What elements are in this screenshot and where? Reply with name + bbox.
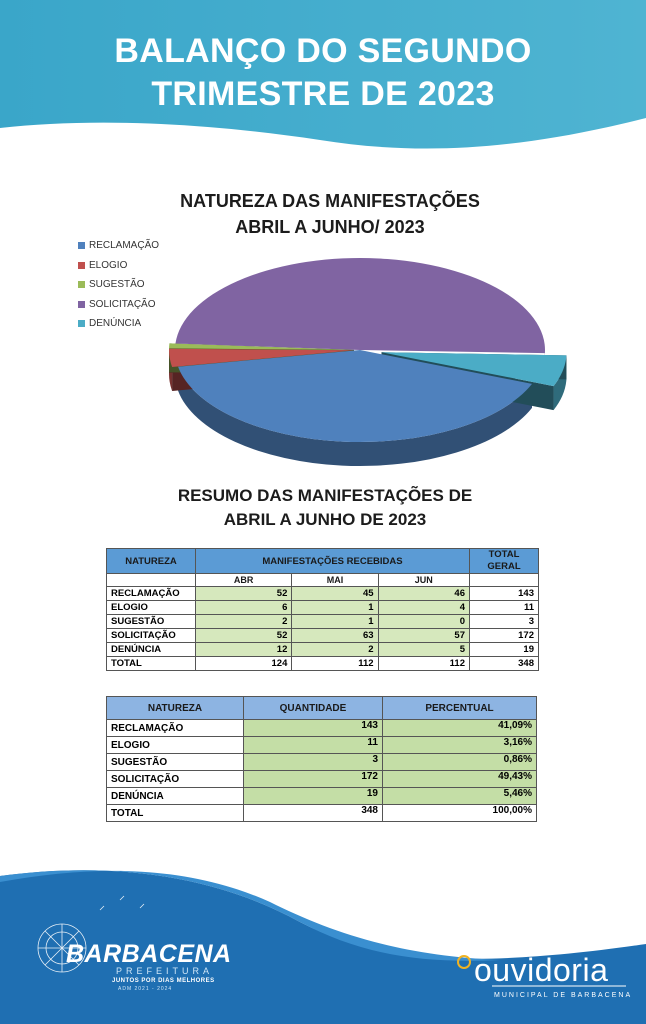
cell-abr: 6 <box>196 601 292 615</box>
cell-abr: 52 <box>196 587 292 601</box>
cell-jun: 4 <box>378 601 469 615</box>
row-label: DENÚNCIA <box>107 643 196 657</box>
legend-entry <box>78 275 159 295</box>
row-label: SOLICITAÇÃO <box>107 629 196 643</box>
col-recebidas: MANIFESTAÇÕES RECEBIDAS <box>196 549 470 574</box>
cell-mai: 63 <box>292 629 378 643</box>
cell-total: 19 <box>470 643 539 657</box>
page-title-line2: TRIMESTRE DE 2023 <box>151 75 495 113</box>
chart-title-line1: NATUREZA DAS MANIFESTAÇÕES <box>180 191 480 211</box>
cell-qtd: 143 <box>244 720 383 737</box>
legend-label: SOLICITAÇÃO <box>89 298 156 310</box>
legend-entry <box>78 236 159 256</box>
page-title-line1: BALANÇO DO SEGUNDO <box>114 32 532 70</box>
table-row <box>107 643 539 657</box>
cell-jun: 112 <box>378 657 469 671</box>
brand-sub: PREFEITURA <box>116 966 214 976</box>
cell-qtd: 348 <box>244 805 383 822</box>
legend-swatch <box>78 242 85 249</box>
table-row <box>107 629 539 643</box>
row-label: DENÚNCIA <box>107 788 244 805</box>
chart-title-line2: ABRIL A JUNHO/ 2023 <box>235 217 425 237</box>
cell-total: 11 <box>470 601 539 615</box>
row-label: SOLICITAÇÃO <box>107 771 244 788</box>
legend-label: ELOGIO <box>89 259 128 271</box>
row-label: ELOGIO <box>107 601 196 615</box>
col-natureza: NATUREZA <box>107 549 196 574</box>
brand-slogan: JUNTOS POR DIAS MELHORES <box>112 978 215 984</box>
col-month: ABR <box>196 574 292 587</box>
header-banner <box>0 0 646 170</box>
legend-label: RECLAMAÇÃO <box>89 240 160 252</box>
legend-swatch <box>78 262 85 269</box>
cell-abr: 52 <box>196 629 292 643</box>
row-label: TOTAL <box>107 657 196 671</box>
col-natureza: NATUREZA <box>107 697 244 720</box>
cell-pct: 3,16% <box>383 737 537 754</box>
page-title <box>0 30 646 116</box>
table-row <box>107 737 537 754</box>
table-row <box>107 587 539 601</box>
resumo-title <box>140 484 510 532</box>
cell-abr: 124 <box>196 657 292 671</box>
cell-abr: 2 <box>196 615 292 629</box>
table-row <box>107 788 537 805</box>
cell-qtd: 172 <box>244 771 383 788</box>
cell-qtd: 3 <box>244 754 383 771</box>
empty-header <box>470 574 539 587</box>
cell-abr: 12 <box>196 643 292 657</box>
col-total-geral <box>470 549 539 574</box>
legend-entry <box>78 295 159 315</box>
cell-mai: 112 <box>292 657 378 671</box>
cell-mai: 1 <box>292 615 378 629</box>
cell-mai: 2 <box>292 643 378 657</box>
chart-title <box>150 188 510 240</box>
row-label: RECLAMAÇÃO <box>107 720 244 737</box>
cell-total: 348 <box>470 657 539 671</box>
cell-total: 143 <box>470 587 539 601</box>
cell-pct: 100,00% <box>383 805 537 822</box>
row-label: TOTAL <box>107 805 244 822</box>
cell-jun: 5 <box>378 643 469 657</box>
col-total-line1: TOTAL <box>488 549 520 560</box>
resumo-title-line1: RESUMO DAS MANIFESTAÇÕES DE <box>177 486 473 505</box>
row-label: SUGESTÃO <box>107 754 244 771</box>
table-row <box>107 754 537 771</box>
legend-swatch <box>78 320 85 327</box>
legend-entry <box>78 256 159 276</box>
cell-jun: 46 <box>378 587 469 601</box>
cell-total: 3 <box>470 615 539 629</box>
cell-pct: 41,09% <box>383 720 537 737</box>
cell-qtd: 19 <box>244 788 383 805</box>
table-row <box>107 771 537 788</box>
summary-table <box>106 696 537 822</box>
cell-pct: 49,43% <box>383 771 537 788</box>
legend-swatch <box>78 301 85 308</box>
row-label: SUGESTÃO <box>107 615 196 629</box>
table-total-row <box>107 805 537 822</box>
brand-name: BARBACENA <box>66 940 232 968</box>
col-total-line2: GERAL <box>487 561 521 572</box>
cell-qtd: 11 <box>244 737 383 754</box>
table-total-row <box>107 657 539 671</box>
brand-years: ADM 2021 - 2024 <box>118 986 173 992</box>
pie-slice-solicitação <box>175 258 545 353</box>
cell-pct: 0,86% <box>383 754 537 771</box>
legend-label: SUGESTÃO <box>89 279 145 291</box>
cell-total: 172 <box>470 629 539 643</box>
empty-header <box>107 574 196 587</box>
col-month: JUN <box>378 574 469 587</box>
col-quantidade: QUANTIDADE <box>244 697 383 720</box>
pie-chart <box>160 240 580 480</box>
cell-jun: 0 <box>378 615 469 629</box>
ouvidoria-sub: MUNICIPAL DE BARBACENA <box>494 992 633 999</box>
cell-jun: 57 <box>378 629 469 643</box>
col-percentual: PERCENTUAL <box>383 697 537 720</box>
chart-legend <box>78 236 159 334</box>
cell-mai: 1 <box>292 601 378 615</box>
legend-entry <box>78 314 159 334</box>
monthly-table <box>106 548 539 671</box>
table-row <box>107 601 539 615</box>
table-row <box>107 615 539 629</box>
resumo-title-line2: ABRIL A JUNHO DE 2023 <box>223 510 427 529</box>
cell-pct: 5,46% <box>383 788 537 805</box>
table-row <box>107 720 537 737</box>
row-label: RECLAMAÇÃO <box>107 587 196 601</box>
row-label: ELOGIO <box>107 737 244 754</box>
col-month: MAI <box>292 574 378 587</box>
cell-mai: 45 <box>292 587 378 601</box>
legend-label: DENÚNCIA <box>89 318 142 330</box>
ouvidoria-logo: ouvidoria <box>474 952 609 988</box>
legend-swatch <box>78 281 85 288</box>
